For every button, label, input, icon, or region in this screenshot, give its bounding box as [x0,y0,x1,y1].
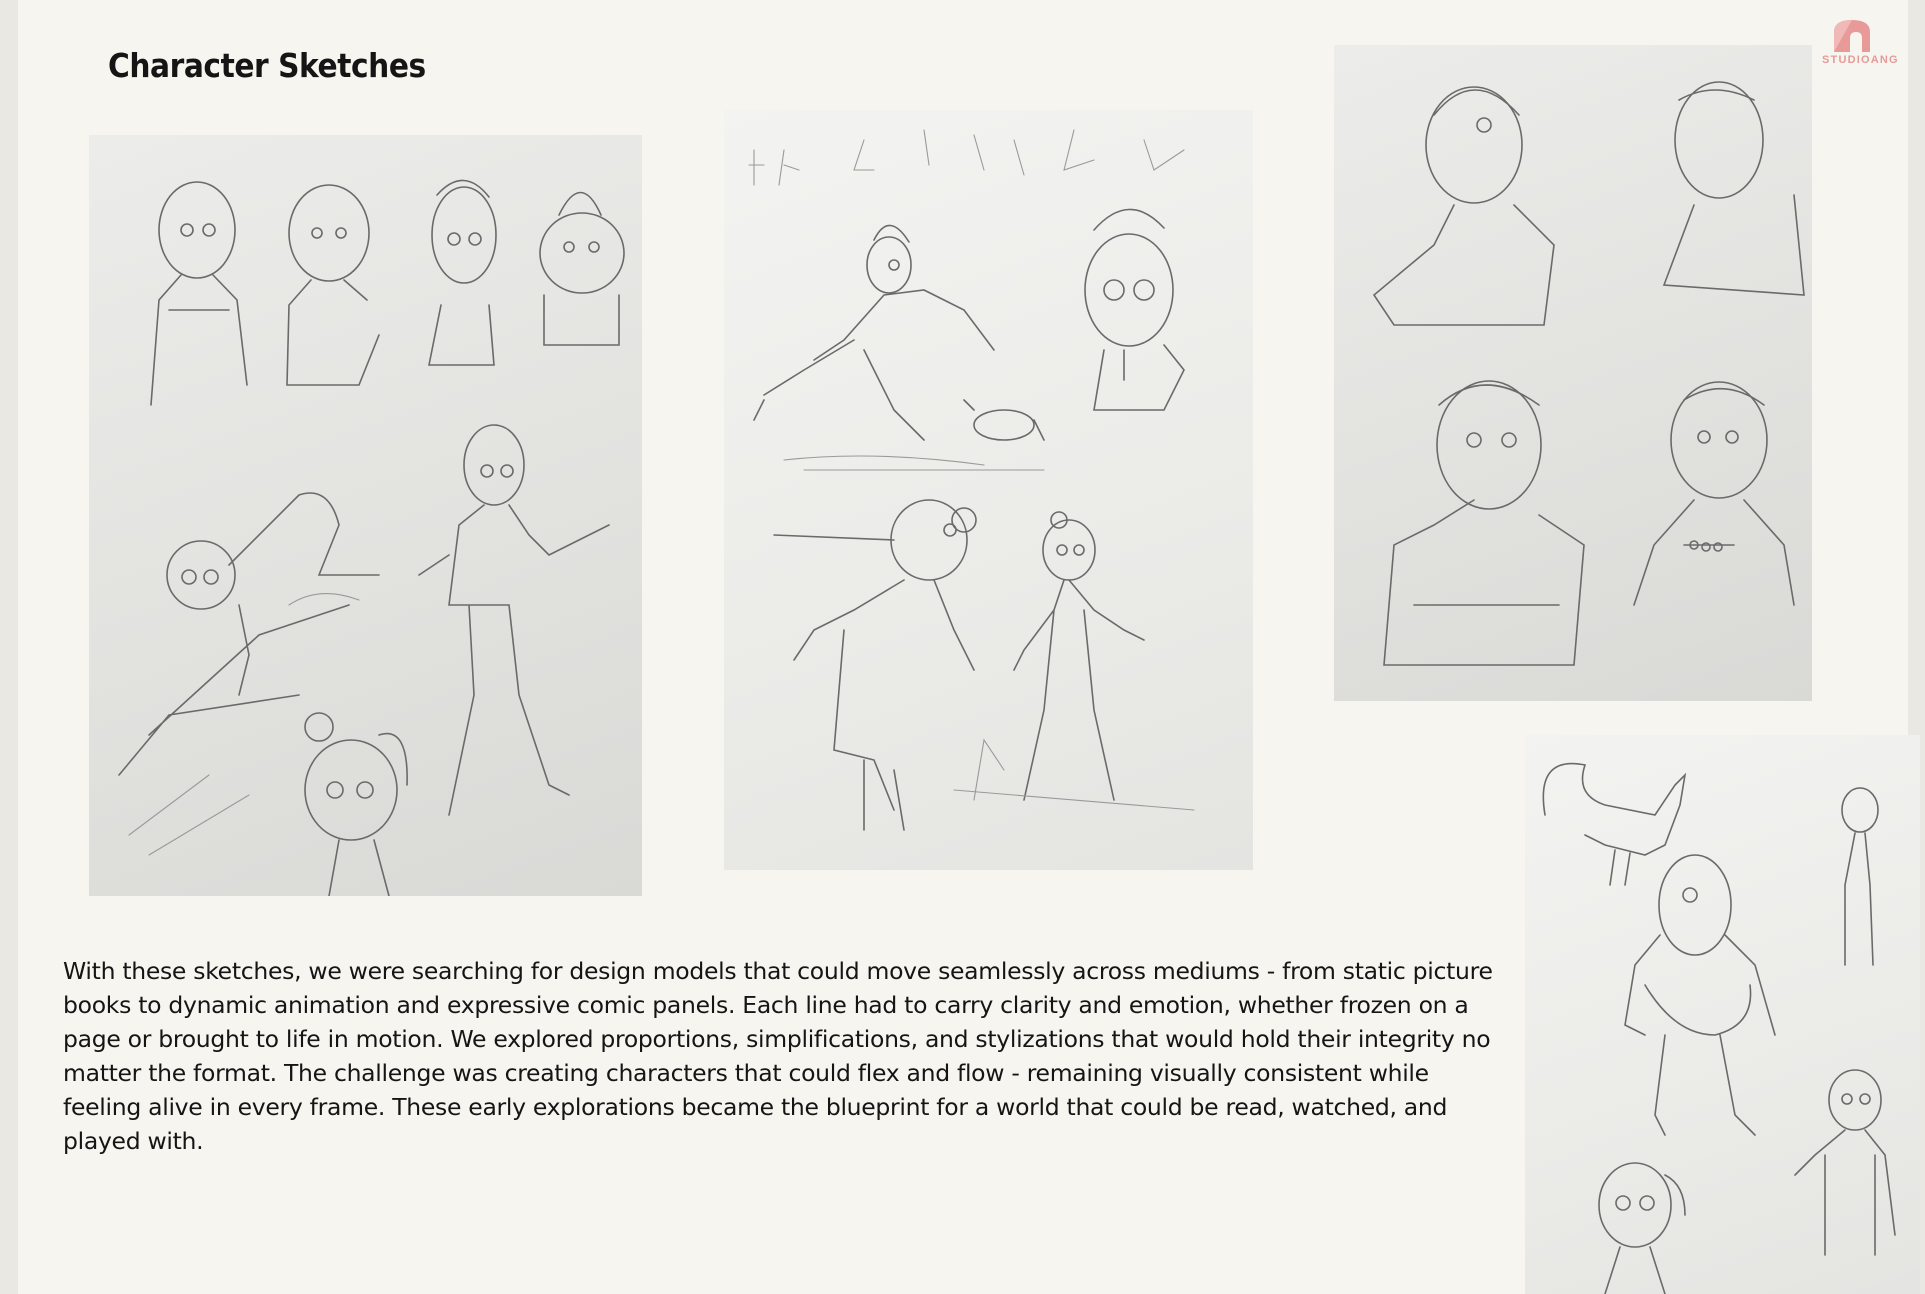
elder-sketches-drawing [1334,45,1812,701]
boy-sketches-drawing [89,135,642,896]
running-sketches-drawing [724,110,1253,870]
sketch-sheet-boys [89,135,642,896]
studio-logo [1812,16,1908,76]
sketch-sheet-elders [1334,45,1812,701]
sketch-sheet-running [724,110,1253,870]
creature-sketches-drawing [1525,735,1920,1294]
logo-arch-icon [1812,16,1908,56]
description-paragraph: With these sketches, we were searching for design models that could move seamlessly across mediums - from static picture books to dynamic animation and expressive comic panels. Each line had to carry clarity and emotion, whether frozen on a page or brought to life in motion. We explored proportions, simplifications, and stylizations that would hold their integrity no matter the format. The challenge was creating characters that could flex and flow - remaining visually consistent while feeling alive in every frame. These early explorations became the blueprint for a world that could be read, watched, and played with. [63,957,1493,1155]
sketch-sheet-creatures [1525,735,1920,1294]
page [18,0,1908,1294]
page-title: Character Sketches [108,46,426,85]
logo-wordmark: STUDIOANG [1822,54,1899,66]
